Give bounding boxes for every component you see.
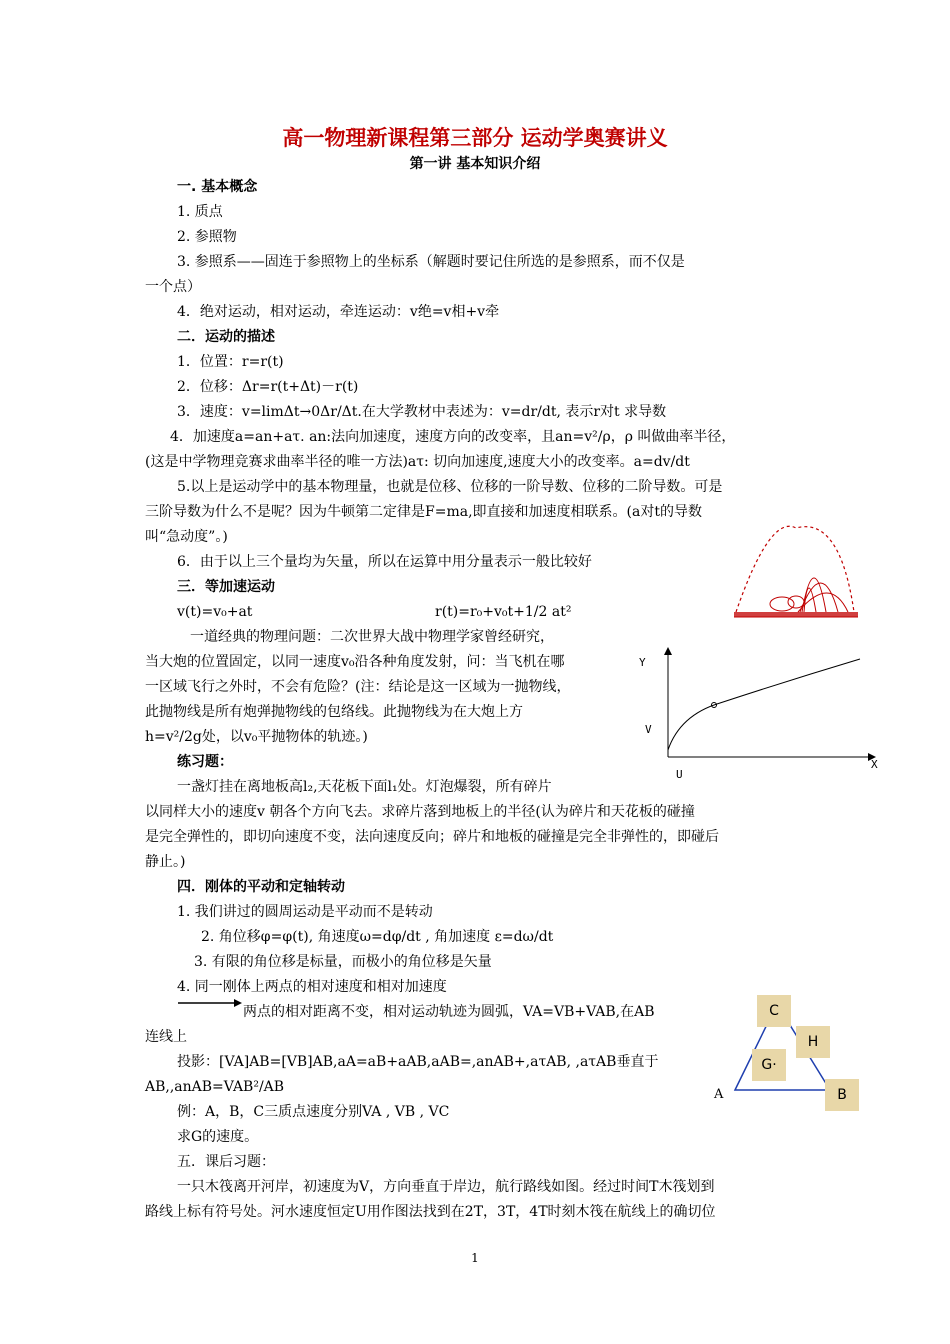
text-line: 4. 同一刚体上两点的相对速度和相对加速度 [177, 979, 447, 995]
text-line: 3. 参照系——固连于参照物上的坐标系（解题时要记住所选的是参照系，而不仅是 [177, 254, 685, 270]
graph-v-label: V [645, 723, 652, 736]
text-line: 求G的速度。 [177, 1129, 259, 1145]
text-line: v(t)=v₀+at [177, 604, 253, 620]
point-g-label: G· [752, 1049, 786, 1081]
text-line: 是完全弹性的，即切向速度不变，法向速度反向；碎片和地板的碰撞是完全非弹性的，即碰后 [145, 829, 719, 845]
text-line: 连线上 [145, 1029, 187, 1045]
text-line: 以同样大小的速度v 朝各个方向飞去。求碎片落到地板上的半径(认为碎片和天花板的碰撞 [145, 804, 695, 820]
text-line: 一区域飞行之外时，不会有危险？(注：结论是这一区域为一抛物线， [145, 679, 571, 695]
text-line: 投影：[VA]AB=[VB]AB,aA=aB+aAB,aAB=,anAB+,aτAB, ,aτAB垂直于 [177, 1054, 659, 1070]
text-line: 三阶导数为什么不是呢？因为牛顿第二定律是F=ma,即直接和加速度相联系。(a对t的导数 [145, 504, 702, 520]
arrow-icon [178, 997, 242, 1009]
graph-x-label: X [871, 758, 878, 771]
text-line: 3. 有限的角位移是标量，而极小的角位移是矢量 [194, 954, 492, 970]
text-line: 3．速度：v=limΔt→0Δr/Δt.在大学教材中表述为：v=dr/dt, 表示r对t 求导数 [177, 404, 667, 420]
page-title: 高一物理新课程第三部分 运动学奥赛讲义 [282, 126, 668, 150]
text-line: h=v²/2g处，以v₀平抛物体的轨迹。) [145, 729, 368, 745]
graph-y-label: Y [639, 656, 646, 669]
text-line: 4．绝对运动，相对运动，牵连运动：v绝=v相+v牵 [177, 304, 500, 320]
text-line: 1．位置：r=r(t) [177, 354, 284, 370]
text-line: 叫“急动度”。) [145, 529, 228, 545]
text-line: 静止。) [145, 854, 186, 870]
page-number: 1 [471, 1251, 479, 1265]
text-line: 1. 我们讲过的圆周运动是平动而不是转动 [177, 904, 433, 920]
text-line: 此抛物线是所有炮弹抛物线的包络线。此抛物线为在大炮上方 [145, 704, 523, 720]
text-line: 2．位移：Δr=r(t+Δt)－r(t) [177, 379, 359, 395]
text-line: 一盏灯挂在离地板高l₂,天花板下面l₁处。灯泡爆裂，所有碎片 [177, 779, 552, 795]
text-line: 5.以上是运动学中的基本物理量，也就是位移、位移的一阶导数、位移的二阶导数。可是 [177, 479, 723, 495]
text-line: 一. 基本概念 [177, 179, 258, 195]
vertex-a-label: A [714, 1087, 724, 1102]
vertex-b-label: B [825, 1079, 859, 1111]
text-line: 6．由于以上三个量均为矢量，所以在运算中用分量表示一般比较好 [177, 554, 592, 570]
text-line: 4．加速度a=an+aτ. an:法向加速度，速度方向的改变率，且an=v²/ρ，ρ 叫做曲率半径， [170, 429, 736, 445]
text-line: 三．等加速运动 [177, 579, 275, 595]
text-line: AB,,anAB=VAB²/AB [145, 1079, 285, 1095]
lecture-subtitle: 第一讲 基本知识介绍 [409, 156, 541, 172]
point-h-label: H [796, 1026, 830, 1058]
vertex-c-label: C [757, 995, 791, 1027]
graph-u-label: U [676, 768, 683, 781]
text-line: 四．刚体的平动和定轴转动 [177, 879, 345, 895]
text-line: 练习题： [177, 754, 233, 770]
text-line: 一个点） [145, 279, 201, 295]
text-line: r(t)=r₀+v₀t+1/2 at² [435, 604, 572, 620]
text-line: 一道经典的物理问题：二次世界大战中物理学家曾经研究， [190, 629, 554, 645]
text-line: 1. 质点 [177, 204, 223, 220]
text-line: 两点的相对距离不变，相对运动轨迹为圆弧，VA=VB+VAB,在AB [243, 1004, 655, 1020]
cannon-envelope-figure [730, 524, 862, 624]
text-line: (这是中学物理竞赛求曲率半径的唯一方法)aτ: 切向加速度,速度大小的改变率。a=dv/dt [145, 454, 690, 470]
text-line: 路线上标有符号处。河水速度恒定U用作图法找到在2T，3T，4T时刻木筏在航线上的确切位 [145, 1204, 716, 1220]
text-line: 五．课后习题： [177, 1154, 275, 1170]
text-line: 当大炮的位置固定，以同一速度v₀沿各种角度发射，问：当飞机在哪 [145, 654, 565, 670]
text-line: 2. 角位移φ=φ(t), 角速度ω=dφ/dt , 角加速度 ε=dω/dt [201, 929, 554, 945]
text-line: 一只木筏离开河岸，初速度为V，方向垂直于岸边，航行路线如图。经过时间T木筏划到 [177, 1179, 715, 1195]
text-line: 二．运动的描述 [177, 329, 275, 345]
text-line: 例：A，B，C三质点速度分别VA , VB , VC [177, 1104, 450, 1120]
raft-trajectory-graph [640, 645, 885, 780]
text-line: 2. 参照物 [177, 229, 237, 245]
